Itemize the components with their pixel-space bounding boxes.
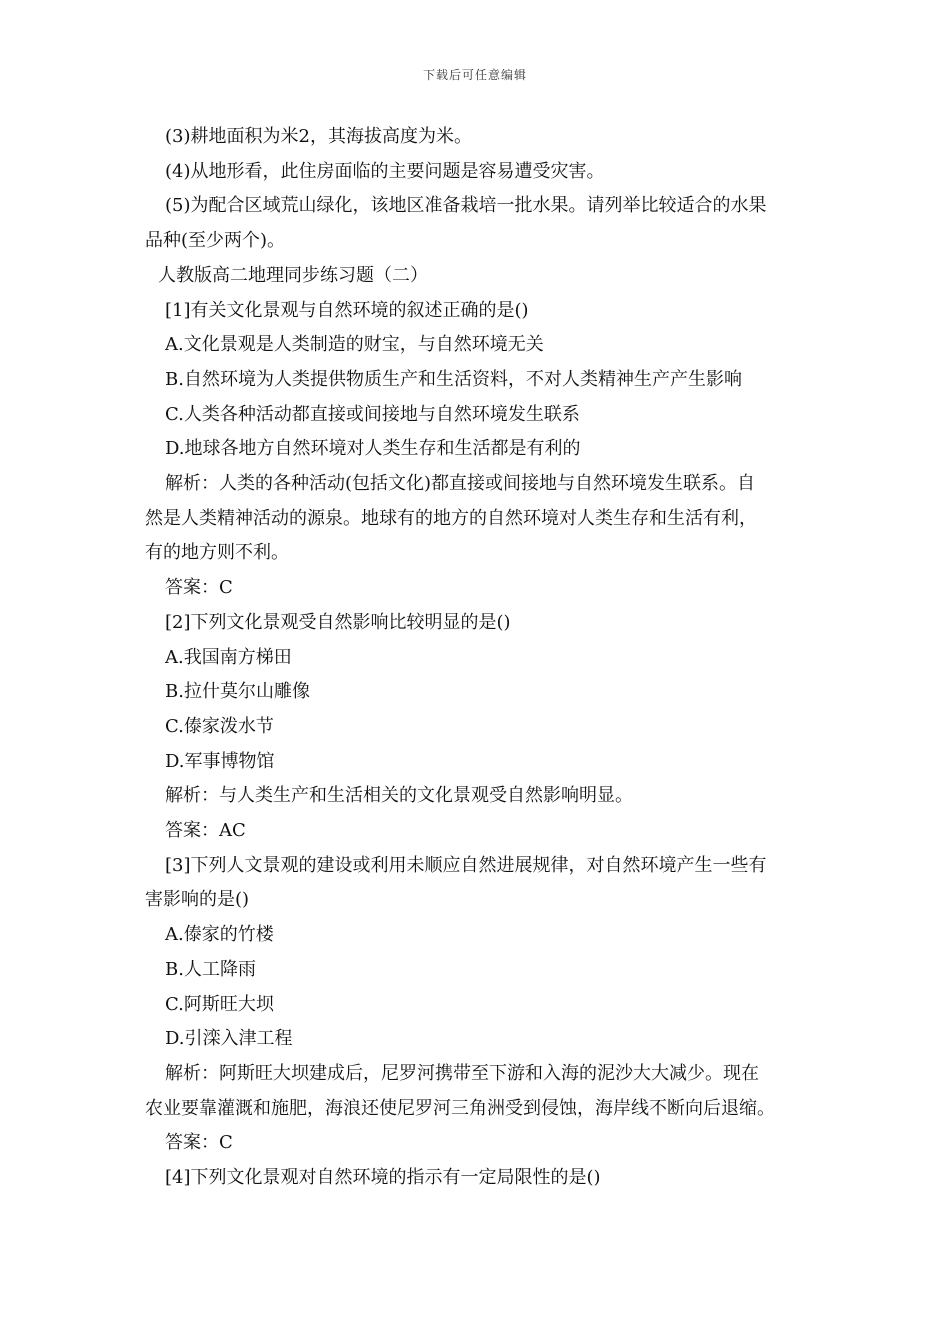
- question-1: [1]有关文化景观与自然环境的叙述正确的是(): [165, 299, 529, 321]
- option-d: D.地球各地方自然环境对人类生存和生活都是有利的: [165, 438, 581, 460]
- option-b: B.拉什莫尔山雕像: [165, 681, 310, 703]
- answer: 答案：AC: [165, 820, 246, 842]
- question-4: [4]下列文化景观对自然环境的指示有一定局限性的是(): [165, 1167, 601, 1189]
- option-c: C.人类各种活动都直接或间接地与自然环境发生联系: [165, 403, 580, 425]
- question-3: [3]下列人文景观的建设或利用未顺应自然进展规律，对自然环境产生一些有: [165, 854, 767, 876]
- option-d: D.引滦入津工程: [165, 1028, 293, 1050]
- option-d: D.军事博物馆: [165, 750, 275, 772]
- text-line: (4)从地形看，此住房面临的主要问题是容易遭受灾害。: [165, 160, 605, 182]
- analysis-cont: 有的地方则不利。: [145, 542, 289, 564]
- analysis: 解析：与人类生产和生活相关的文化景观受自然影响明显。: [165, 785, 633, 807]
- section-title: 人教版高二地理同步练习题（二）: [158, 264, 428, 286]
- analysis: 解析：人类的各种活动(包括文化)都直接或间接地与自然环境发生联系。自: [165, 473, 756, 495]
- option-b: B.人工降雨: [165, 958, 256, 980]
- option-a: A.我国南方梯田: [165, 646, 292, 668]
- text-line: (5)为配合区域荒山绿化，该地区准备栽培一批水果。请列举比较适合的水果: [165, 195, 767, 217]
- answer: 答案：C: [165, 1132, 233, 1154]
- document-body: [145, 120, 810, 1196]
- option-c: C.傣家泼水节: [165, 715, 274, 737]
- option-a: A.文化景观是人类制造的财宝，与自然环境无关: [165, 334, 544, 356]
- option-a: A.傣家的竹楼: [165, 924, 274, 946]
- analysis-cont: 农业要靠灌溉和施肥，海浪还使尼罗河三角洲受到侵蚀，海岸线不断向后退缩。: [145, 1097, 775, 1119]
- analysis: 解析：阿斯旺大坝建成后，尼罗河携带至下游和入海的泥沙大大减少。现在: [165, 1062, 759, 1084]
- page-header: 下载后可任意编辑: [422, 68, 527, 82]
- question-3-cont: 害影响的是(): [145, 889, 250, 911]
- option-c: C.阿斯旺大坝: [165, 993, 274, 1015]
- text-line: (3)耕地面积为米2，其海拔高度为米。: [165, 126, 472, 147]
- answer: 答案：C: [165, 577, 233, 599]
- text-line: 品种(至少两个)。: [145, 230, 286, 252]
- analysis-cont: 然是人类精神活动的源泉。地球有的地方的自然环境对人类生存和生活有利，: [145, 507, 757, 529]
- option-b: B.自然环境为人类提供物质生产和生活资料，不对人类精神生产产生影响: [165, 368, 742, 390]
- question-2: [2]下列文化景观受自然影响比较明显的是(): [165, 611, 511, 633]
